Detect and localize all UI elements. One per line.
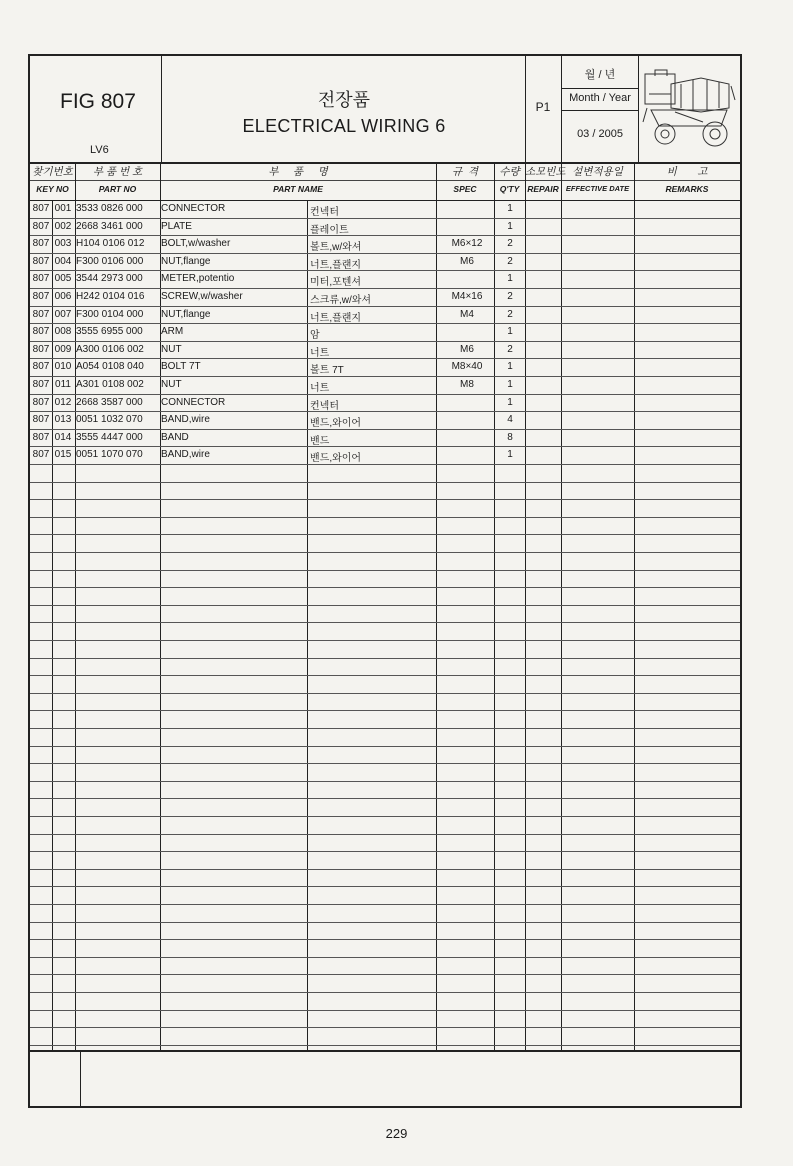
part-number: H104 0106 012	[76, 238, 145, 250]
model-label: LV6	[90, 144, 109, 156]
spec: M8	[460, 379, 474, 390]
col-key-kr: 찾기번호	[32, 166, 73, 178]
part-number: A300 0106 002	[76, 343, 144, 355]
key-number: 014	[54, 431, 72, 443]
table-row	[30, 270, 740, 288]
page-code: P1	[535, 100, 551, 114]
part-number: 3544 2973 000	[76, 273, 143, 285]
fig-number: 807	[32, 326, 50, 338]
month-year-label-kr: 월 / 년	[584, 69, 616, 81]
col-qty-en: Q'TY	[499, 184, 520, 194]
part-name-kr: 너트	[310, 347, 330, 359]
part-name-en: CONNECTOR	[161, 396, 226, 408]
fig-number: 807	[32, 431, 50, 443]
col-part-no-en: PART NO	[98, 184, 137, 194]
part-number: H242 0104 016	[76, 291, 145, 302]
part-name-en: BAND	[161, 431, 189, 443]
key-number: 005	[54, 273, 72, 285]
part-name-en: ARM	[161, 326, 184, 338]
part-name-en: BAND,wire	[161, 449, 210, 461]
col-part-no-kr: 부 품 번 호	[92, 166, 143, 178]
part-name-en: BAND,wire	[161, 414, 210, 426]
spec: M6	[460, 343, 474, 355]
col-part-name-en: PART NAME	[273, 184, 323, 194]
quantity: 2	[507, 255, 513, 267]
part-name-en: METER,potentio	[161, 273, 235, 285]
part-number: F300 0106 000	[76, 255, 144, 267]
machine-thumbnail-icon	[641, 64, 737, 152]
table-row	[30, 235, 740, 253]
fig-number: 807	[32, 238, 50, 250]
fig-number: 807	[32, 379, 50, 390]
part-name-en: PLATE	[161, 220, 192, 232]
key-number: 003	[54, 238, 72, 250]
sheet-footer-box	[30, 1050, 740, 1108]
part-name-kr: 스크류,w/와셔	[310, 295, 372, 306]
spec: M4×16	[451, 291, 483, 302]
key-number: 010	[54, 361, 72, 373]
quantity: 4	[507, 414, 513, 426]
col-qty-kr: 수량	[499, 166, 520, 178]
fig-number: 807	[32, 203, 50, 214]
part-name-en: NUT,flange	[161, 308, 211, 320]
part-name-en: NUT	[161, 379, 182, 390]
fig-number: 807	[32, 414, 50, 426]
month-year-label-en: Month / Year	[569, 92, 631, 104]
key-number: 012	[54, 396, 72, 408]
part-number: 2668 3461 000	[76, 220, 143, 232]
key-number: 009	[54, 343, 72, 355]
table-row	[30, 200, 740, 218]
spec: M4	[460, 308, 474, 320]
part-name-en: NUT,flange	[161, 255, 211, 267]
quantity: 2	[507, 343, 513, 355]
quantity: 2	[507, 238, 513, 250]
col-spec-kr: 규 격	[451, 166, 479, 178]
spec: M6	[460, 255, 474, 267]
fig-number: 807	[32, 396, 50, 408]
col-part-name-kr: 부 품 명	[268, 166, 328, 178]
table-row	[30, 253, 740, 271]
part-number: 2668 3587 000	[76, 396, 143, 408]
col-key-en: KEY NO	[36, 184, 69, 194]
part-name-en: NUT	[161, 343, 182, 355]
col-remarks-en: REMARKS	[665, 184, 709, 194]
title-korean: 전장품	[317, 90, 371, 110]
part-name-kr: 컨넥터	[310, 207, 339, 218]
quantity: 2	[507, 308, 513, 320]
part-name-kr: 밴드,와이어	[310, 418, 362, 430]
spec: M8×40	[451, 361, 483, 373]
table-row	[30, 218, 740, 236]
fig-number: 807	[32, 220, 50, 232]
quantity: 1	[507, 379, 513, 390]
part-number: 3555 6955 000	[76, 326, 143, 338]
col-effective-en: EFFECTIVE DATE	[565, 184, 630, 193]
table-row	[30, 306, 740, 324]
part-number: F300 0104 000	[76, 308, 144, 320]
key-number: 013	[54, 414, 72, 426]
table-row	[30, 429, 740, 447]
fig-number: 807	[32, 361, 50, 373]
part-number: A301 0108 002	[76, 379, 144, 390]
key-number: 006	[54, 291, 72, 302]
parts-table	[30, 200, 740, 1050]
key-number: 011	[55, 379, 71, 390]
fig-number: 807	[32, 308, 50, 320]
part-name-kr: 미터,포텐셔	[310, 277, 362, 289]
table-row	[30, 323, 740, 341]
table-row	[30, 394, 740, 412]
quantity: 1	[507, 273, 513, 285]
quantity: 1	[507, 220, 513, 232]
key-number: 007	[54, 308, 72, 320]
spec: M6×12	[451, 238, 483, 250]
fig-number: 807	[32, 273, 50, 285]
col-repair-en: REPAIR	[527, 184, 559, 194]
part-name-en: BOLT 7T	[161, 361, 201, 373]
col-repair-kr: 소모빈도	[525, 166, 566, 178]
quantity: 1	[507, 449, 513, 461]
part-name-kr: 볼트 7T	[310, 365, 344, 377]
part-number: A054 0108 040	[76, 361, 144, 373]
parts-sheet	[28, 54, 742, 1108]
quantity: 1	[507, 396, 513, 408]
part-name-kr: 밴드,와이어	[310, 453, 362, 465]
quantity: 8	[507, 431, 513, 443]
part-name-en: CONNECTOR	[161, 203, 226, 214]
table-row	[30, 288, 740, 306]
key-number: 015	[54, 449, 72, 461]
key-number: 004	[54, 255, 72, 267]
part-name-kr: 너트,플랜지	[310, 312, 362, 324]
part-name-kr: 암	[310, 330, 320, 342]
part-number: 0051 1070 070	[76, 449, 143, 461]
part-number: 0051 1032 070	[76, 414, 143, 426]
issue-date: 03 / 2005	[577, 128, 623, 140]
part-name-kr: 너트,플랜지	[310, 259, 362, 271]
part-name-kr: 플레이트	[310, 224, 349, 236]
part-name-kr: 컨넥터	[310, 400, 339, 412]
quantity: 1	[507, 361, 513, 373]
part-name-en: SCREW,w/washer	[161, 291, 243, 302]
key-number: 001	[54, 203, 72, 214]
fig-number: 807	[32, 291, 50, 302]
quantity: 1	[507, 326, 513, 338]
part-number: 3533 0826 000	[76, 203, 143, 214]
table-row	[30, 358, 740, 376]
fig-number: 807	[32, 255, 50, 267]
part-name-kr: 볼트,w/와셔	[310, 242, 362, 254]
key-number: 008	[54, 326, 72, 338]
column-header-row	[30, 162, 740, 201]
key-number: 002	[54, 220, 72, 232]
figure-number: FIG 807	[60, 90, 136, 113]
table-row	[30, 446, 740, 464]
table-row	[30, 376, 740, 394]
part-name-en: BOLT,w/washer	[161, 238, 231, 250]
fig-number: 807	[32, 343, 50, 355]
page-number: 229	[385, 1126, 408, 1141]
col-remarks-kr: 비 고	[666, 166, 708, 178]
fig-number: 807	[32, 449, 50, 461]
part-name-kr: 너트	[310, 383, 330, 394]
quantity: 2	[507, 291, 513, 302]
table-row	[30, 411, 740, 429]
sheet-header	[30, 56, 740, 164]
col-effective-kr: 설변적용일	[572, 166, 623, 178]
part-name-kr: 밴드	[310, 435, 330, 447]
quantity: 1	[507, 203, 513, 214]
col-spec-en: SPEC	[453, 184, 477, 194]
table-row	[30, 341, 740, 359]
part-number: 3555 4447 000	[76, 431, 143, 443]
title-english: ELECTRICAL WIRING 6	[242, 116, 446, 136]
